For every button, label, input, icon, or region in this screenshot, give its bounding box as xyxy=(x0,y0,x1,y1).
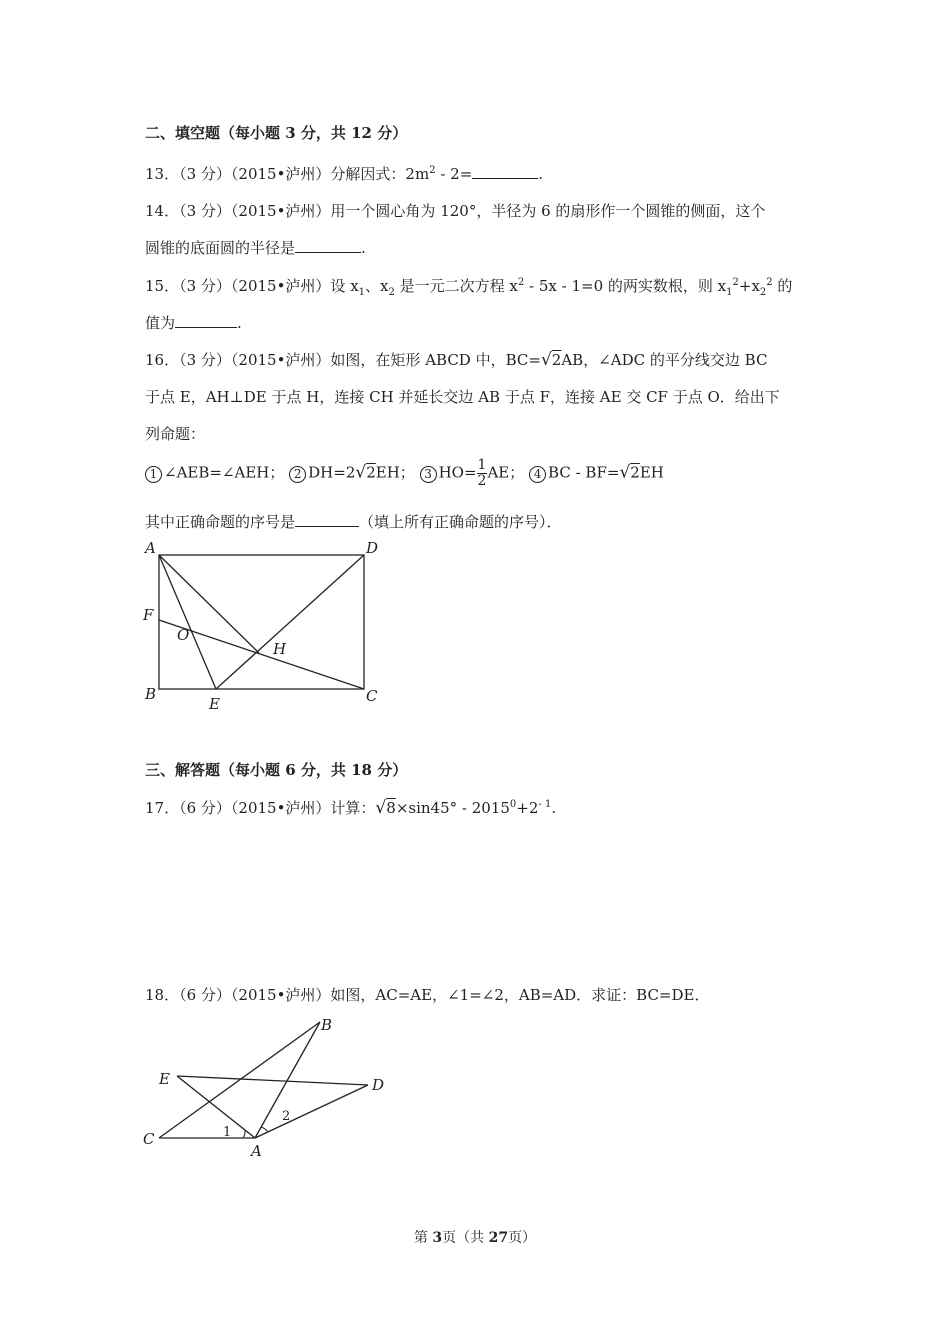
label-e: E xyxy=(209,695,220,713)
segment-ed xyxy=(177,1076,368,1085)
q15-line2-text: 值为 xyxy=(145,314,176,332)
q17-exp-neg: ‐ 1 xyxy=(538,799,552,810)
question-16-line1 xyxy=(145,349,767,370)
q13-suffix: ‐ 2= xyxy=(435,165,473,183)
prop-4-marker: 4 xyxy=(529,466,546,483)
q13-answer-blank xyxy=(472,164,538,179)
q13-prefix: 13．（3 分）（2015•泸州）分解因式：2m xyxy=(145,165,430,183)
prop-4-text-b: EH xyxy=(639,463,664,482)
prop-2-sqrt-symbol: √ xyxy=(355,462,367,483)
question-14-line2 xyxy=(145,237,366,258)
footer-text-b: 页（共 xyxy=(442,1230,489,1246)
segment-ea xyxy=(177,1076,255,1138)
q17-sqrt-symbol: √ xyxy=(375,798,387,818)
label-d: D xyxy=(366,539,379,557)
q16-l1b: AB，∠ADC 的平分线交边 BC xyxy=(561,351,768,369)
segment-ae xyxy=(159,555,216,689)
q15-s1: 1 xyxy=(358,287,366,298)
angle-2-arc xyxy=(261,1127,268,1132)
total-pages: 27 xyxy=(488,1230,509,1246)
q13-end: . xyxy=(538,165,544,183)
q16-line5-end: （填上所有正确命题的序号）． xyxy=(359,513,562,531)
label-a: A xyxy=(251,1142,262,1160)
question-15-line2 xyxy=(145,312,242,333)
q15-p2: 、x xyxy=(365,277,389,295)
q15-p4: ‐ 5x ‐ 1=0 的两实数根，则 x xyxy=(524,277,727,295)
q17-exp-zero: 0 xyxy=(509,799,517,810)
prop-4-radicand: 2 xyxy=(630,463,640,482)
prop-3-marker: 3 xyxy=(420,466,437,483)
prop-3-text-a: HO= xyxy=(438,463,477,482)
prop-3-text-b: AE； xyxy=(487,463,525,482)
q15-p6: 的 xyxy=(772,277,793,295)
angle-1-label: 1 xyxy=(223,1125,232,1140)
q17-prefix: 17．（6 分）（2015•泸州）计算： xyxy=(145,799,376,817)
q16-sqrt-symbol: √ xyxy=(540,350,552,370)
label-b: B xyxy=(321,1016,333,1034)
question-15-line1 xyxy=(145,275,792,298)
segment-de xyxy=(216,555,364,689)
q16-l1a: 16．（3 分）（2015•泸州）如图，在矩形 ABCD 中，BC= xyxy=(145,351,541,369)
question-17 xyxy=(145,797,556,818)
segment-ah xyxy=(159,555,259,653)
prop-4-sqrt-symbol: √ xyxy=(619,462,631,483)
q16-figure xyxy=(135,535,395,715)
q15-p5: +x xyxy=(738,277,760,295)
label-h: H xyxy=(273,640,287,658)
page-footer xyxy=(0,1227,950,1247)
q14-answer-blank xyxy=(295,238,361,253)
label-d: D xyxy=(372,1076,385,1094)
label-a: A xyxy=(145,539,156,557)
prop-1-marker: 1 xyxy=(145,466,162,483)
q15-e1: 2 xyxy=(517,277,525,288)
prop-3-fraction xyxy=(477,458,488,489)
label-b: B xyxy=(145,685,157,703)
segment-fc xyxy=(159,620,364,689)
prop-2-radicand: 2 xyxy=(366,463,376,482)
question-16-propositions xyxy=(145,458,664,489)
page-number: 3 xyxy=(432,1230,443,1246)
prop-2-text-b: EH； xyxy=(375,463,415,482)
q14-end: . xyxy=(361,239,366,257)
question-14-line1: 14．（3 分）（2015•泸州）用一个圆心角为 120°，半径为 6 的扇形作一个圆锥的侧面，这个 xyxy=(145,202,766,220)
question-18: 18．（6 分）（2015•泸州）如图，AC=AE，∠1=∠2，AB=AD．求证：BC=DE． xyxy=(145,986,710,1004)
q18-figure xyxy=(135,1010,405,1160)
q15-e2: 2 xyxy=(732,277,739,288)
question-16-line5 xyxy=(145,511,562,532)
q16-line5-text: 其中正确命题的序号是 xyxy=(145,513,296,531)
q17-radicand: 8 xyxy=(386,799,396,817)
q16-sqrt-radicand: 2 xyxy=(551,351,562,369)
q16-answer-blank xyxy=(295,512,359,527)
q15-end: . xyxy=(237,314,242,332)
label-f: F xyxy=(143,606,154,624)
q15-p3: 是一元二次方程 x xyxy=(394,277,518,295)
footer-text-c: 页） xyxy=(508,1230,537,1246)
segment-ad xyxy=(255,1085,368,1138)
angle-2-label: 2 xyxy=(282,1109,291,1124)
q15-e3: 2 xyxy=(766,277,773,288)
q15-p1: 15．（3 分）（2015•泸州）设 x xyxy=(145,277,359,295)
q13-exp: 2 xyxy=(429,165,436,176)
question-16-line2: 于点 E，AH⊥DE 于点 H，连接 CH 并延长交边 AB 于点 F，连接 AE 交 CF 于点 O．给出下 xyxy=(145,388,780,406)
segment-cb xyxy=(159,1022,320,1138)
label-o: O xyxy=(177,626,190,644)
question-13 xyxy=(145,163,543,184)
question-16-line3: 列命题： xyxy=(145,425,206,443)
section-2-title: 二、填空题（每小题 3 分，共 12 分） xyxy=(145,124,408,142)
rectangle-abcd xyxy=(159,555,364,689)
prop-2-marker: 2 xyxy=(289,466,306,483)
label-e: E xyxy=(159,1070,170,1088)
section-3-title: 三、解答题（每小题 6 分，共 18 分） xyxy=(145,761,408,779)
q17-plus: +2 xyxy=(516,799,539,817)
q17-mid: ×sin45° ‐ 2015 xyxy=(395,799,510,817)
fraction-denominator: 2 xyxy=(477,473,487,489)
q15-s3: 1 xyxy=(726,287,733,298)
fraction-numerator: 1 xyxy=(477,457,487,473)
label-c: C xyxy=(143,1130,155,1148)
footer-text-a: 第 xyxy=(413,1230,433,1246)
label-c: C xyxy=(366,687,378,705)
prop-2-text-a: DH=2 xyxy=(308,463,356,482)
q15-s4: 2 xyxy=(759,287,767,298)
prop-1-text: ∠AEB=∠AEH； xyxy=(164,463,285,482)
prop-4-text-a: BC ‐ BF= xyxy=(548,463,620,482)
q14-line2-text: 圆锥的底面圆的半径是 xyxy=(145,239,296,257)
q17-end: . xyxy=(551,799,557,817)
q15-answer-blank xyxy=(175,313,237,328)
angle-1-arc xyxy=(243,1130,245,1138)
q15-s2: 2 xyxy=(388,287,395,298)
